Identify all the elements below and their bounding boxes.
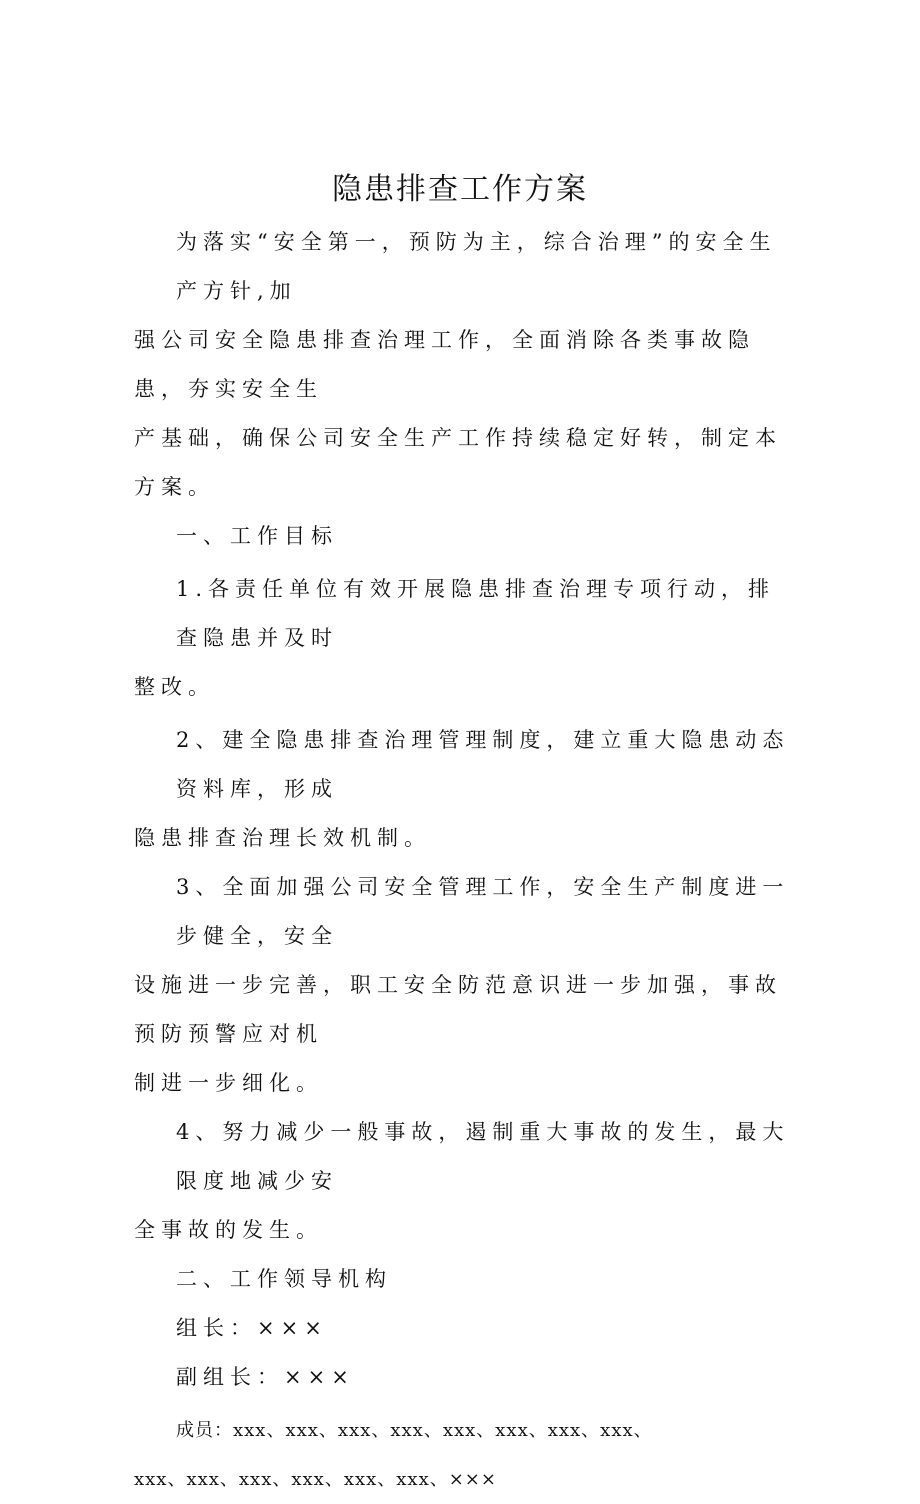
text-line: 设施进一步完善，职工安全防范意识进一步加强，事故预防预警应对机 bbox=[134, 973, 782, 1046]
text-line: 制进一步细化。 bbox=[134, 1071, 323, 1095]
goal-item-3 bbox=[134, 863, 800, 1108]
text-line: 隐患排查治理长效机制。 bbox=[134, 826, 431, 850]
text-line: 2、建全隐患排查治理管理制度，建立重大隐患动态资料库，形成 bbox=[176, 728, 790, 801]
goal-item-4 bbox=[134, 1108, 800, 1255]
section-heading-leadership: 二、工作领导机构 bbox=[176, 1267, 392, 1291]
goal-item-2 bbox=[134, 716, 800, 863]
text-line: xxx、xxx、xxx、xxx、xxx、xxx、××× bbox=[134, 1469, 497, 1490]
document-body bbox=[134, 218, 800, 1504]
text-line: 产基础，确保公司安全生产工作持续稳定好转，制定本方案。 bbox=[134, 426, 782, 499]
members-paragraph bbox=[134, 1406, 800, 1504]
deputy-leader-line: 副组长：××× bbox=[176, 1365, 355, 1389]
intro-paragraph bbox=[134, 218, 800, 512]
text-line: 4、努力减少一般事故，遏制重大事故的发生，最大限度地减少安 bbox=[176, 1120, 790, 1193]
goal-item-1 bbox=[134, 565, 800, 712]
text-line: 3、全面加强公司安全管理工作，安全生产制度进一步健全，安全 bbox=[176, 875, 790, 948]
leader-line: 组长：××× bbox=[176, 1316, 328, 1340]
document-title: 隐患排查工作方案 bbox=[332, 172, 588, 207]
text-line: 1.各责任单位有效开展隐患排查治理专项行动，排查隐患并及时 bbox=[176, 577, 776, 650]
text-line: 成员：xxx、xxx、xxx、xxx、xxx、xxx、xxx、xxx、 bbox=[176, 1420, 653, 1441]
text-line: 强公司安全隐患排查治理工作，全面消除各类事故隐患，夯实安全生 bbox=[134, 328, 755, 401]
section-heading-goals: 一、工作目标 bbox=[176, 524, 338, 548]
text-line: 为落实“安全第一，预防为主，综合治理”的安全生产方针,加 bbox=[176, 230, 777, 303]
text-line: 整改。 bbox=[134, 675, 215, 699]
text-line: 全事故的发生。 bbox=[134, 1218, 323, 1242]
